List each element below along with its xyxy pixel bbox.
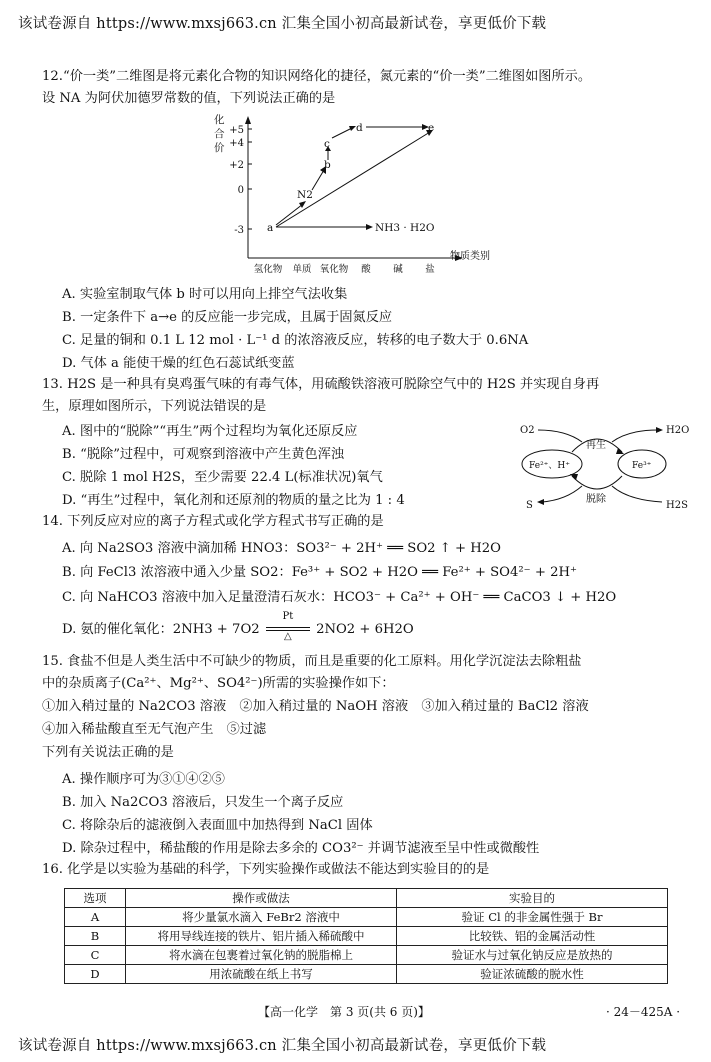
table-cell: 验证 Cl 的非金属性强于 Br <box>397 908 668 927</box>
table-cell: 验证浓硫酸的脱水性 <box>397 965 668 984</box>
table-header-row <box>65 889 668 908</box>
label-h2s: H2S <box>666 500 688 511</box>
q12-stem-line1: 12.“价一类”二维图是将元素化合物的知识网络化的捷径，氮元素的“价一类”二维图如图所示。 <box>42 69 592 84</box>
label-regen: 再生 <box>586 440 606 451</box>
x-axis-title: 物质类别 <box>450 251 490 262</box>
table-header: 选项 <box>65 889 126 908</box>
table-cell: 比较铁、铝的金属活动性 <box>397 927 668 946</box>
arrow-c-to-d <box>332 128 352 138</box>
q13-stem-line2: 生，原理如图所示，下列说法错误的是 <box>42 399 267 414</box>
y-tick-label: -3 <box>234 225 244 236</box>
table-header: 实验目的 <box>397 889 668 908</box>
y-axis-title-char: 合 <box>214 128 225 140</box>
point-label-n2: N2 <box>297 189 313 201</box>
q15-stem-line2: 中的杂质离子(Ca²⁺、Mg²⁺、SO4²⁻)所需的实验操作如下： <box>42 676 395 691</box>
table-cell: A <box>65 908 126 927</box>
source-banner-bottom: 该试卷源自 https://www.mxsj663.cn 汇集全国小初高最新试卷，享更低价下载 <box>18 1038 547 1054</box>
q15-stem-line1: 15. 食盐不但是人类生活中不可缺少的物质，而且是重要的化工原料。用化学沉淀法去除粗盐 <box>42 654 582 669</box>
q14-option-b: B. 向 FeCl3 浓溶液中通入少量 SO2：Fe³⁺ + SO2 + H2O ══ Fe²⁺ + SO4²⁻ + 2H⁺ <box>62 565 577 580</box>
x-tick-label: 碱 <box>393 264 403 275</box>
label-h2o: H2O <box>666 425 690 436</box>
y-axis-title-char: 化 <box>214 114 225 126</box>
q13-option-c: C. 脱除 1 mol H2S，至少需要 22.4 L(标准状况)氧气 <box>62 470 383 485</box>
table-header: 操作或做法 <box>126 889 397 908</box>
q12-option-d: D. 气体 a 能使干燥的红色石蕊试纸变蓝 <box>62 356 295 371</box>
q14-option-d-right: 2NO2 + 6H2O <box>316 622 414 637</box>
x-tick-label: 单质 <box>292 264 312 275</box>
y-tick-label: +5 <box>229 125 244 136</box>
point-label-b: b <box>324 159 331 171</box>
label-fe3: Fe³⁺ <box>632 461 652 471</box>
exam-code: · 24－425A · <box>606 1005 681 1019</box>
q15-ask: 下列有关说法正确的是 <box>42 745 174 760</box>
q12-option-b: B. 一定条件下 a→e 的反应能一步完成，且属于固氮反应 <box>62 310 393 325</box>
point-label-a: a <box>267 222 274 234</box>
table-cell: 用浓硫酸在纸上书写 <box>126 965 397 984</box>
x-tick-label: 氧化物 <box>319 264 349 275</box>
q14-option-d <box>62 610 414 642</box>
q16-stem: 16. 化学是以实验为基础的科学，下列实验操作或做法不能达到实验目的的是 <box>42 862 490 877</box>
arrow-a-to-n2 <box>276 204 303 225</box>
x-tick-label: 氢化物 <box>253 264 283 275</box>
q13-option-d: D. “再生”过程中，氧化剂和还原剂的物质的量之比为 1 : 4 <box>62 493 405 508</box>
q14-option-c: C. 向 NaHCO3 溶液中加入足量澄清石灰水：HCO3⁻ + Ca²⁺ + OH⁻ ══ CaCO3 ↓ + H2O <box>62 590 617 605</box>
point-label-nh3-h2o: NH3 · H2O <box>375 222 435 234</box>
page-footer: 【高一化学 第 3 页(共 6 页)】 <box>258 1005 430 1019</box>
q14-option-d-left: D. 氨的催化氧化：2NH3 + 7O2 <box>62 622 260 637</box>
table-cell: 将用导线连接的铁片、铝片插入稀硫酸中 <box>126 927 397 946</box>
point-label-d: d <box>356 122 363 134</box>
y-axis-title-char: 价 <box>214 142 225 154</box>
label-s: S <box>526 500 533 511</box>
table-cell: D <box>65 965 126 984</box>
table-row <box>65 927 668 946</box>
q15-operations-line2: ④加入稀盐酸直至无气泡产生 ⑤过滤 <box>42 722 267 737</box>
q12-option-a: A. 实验室制取气体 b 时可以用向上排空气法收集 <box>62 287 348 302</box>
y-tick-label: +2 <box>229 160 244 171</box>
point-label-e: e <box>428 122 435 134</box>
table-row <box>65 908 668 927</box>
catalyst-condition-arrow <box>266 610 310 642</box>
arrow-n2-to-b <box>312 170 324 190</box>
q15-operations-line1: ①加入稍过量的 Na2CO3 溶液 ②加入稍过量的 NaOH 溶液 ③加入稍过量的 BaCl2 溶液 <box>42 699 589 714</box>
table-cell: 将少量氯水滴入 FeBr2 溶液中 <box>126 908 397 927</box>
table-row <box>65 946 668 965</box>
point-label-c: c <box>324 138 330 150</box>
label-o2: O2 <box>520 425 535 436</box>
x-tick-label: 酸 <box>361 264 371 275</box>
table-cell: B <box>65 927 126 946</box>
label-remove: 脱除 <box>586 494 606 505</box>
q15-option-d: D. 除杂过程中，稀盐酸的作用是除去多余的 CO3²⁻ 并调节滤液至呈中性或微酸性 <box>62 841 540 856</box>
q13-option-a: A. 图中的“脱除”“再生”两个过程均为氧化还原反应 <box>62 424 358 439</box>
h2s-removal-cycle-diagram <box>516 412 696 516</box>
q12-stem-line2: 设 NA 为阿伏加德罗常数的值，下列说法正确的是 <box>42 91 336 106</box>
table-row <box>65 965 668 984</box>
q15-option-c: C. 将除杂后的滤液倒入表面皿中加热得到 NaCl 固体 <box>62 818 373 833</box>
table-cell: 将水滴在包裹着过氧化钠的脱脂棉上 <box>126 946 397 965</box>
q13-stem-line1: 13. H2S 是一种具有臭鸡蛋气味的有毒气体，用硫酸铁溶液可脱除空气中的 H2S 并实现自身再 <box>42 377 600 392</box>
y-tick-label: 0 <box>237 185 244 196</box>
y-axis-arrow <box>245 116 251 124</box>
nitrogen-valence-category-chart <box>200 112 510 282</box>
q12-option-c: C. 足量的铜和 0.1 L 12 mol · L⁻¹ d 的浓溶液反应，转移的电子数大于 0.6NA <box>62 333 529 348</box>
source-banner-top: 该试卷源自 https://www.mxsj663.cn 汇集全国小初高最新试卷，享更低价下载 <box>18 16 547 32</box>
q15-option-a: A. 操作顺序可为③①④②⑤ <box>62 772 225 787</box>
y-tick-label: +4 <box>229 138 244 149</box>
q14-stem: 14. 下列反应对应的离子方程式或化学方程式书写正确的是 <box>42 514 384 529</box>
arrow-a-to-e <box>276 132 430 227</box>
heat-symbol: △ <box>284 630 292 642</box>
remove-arc <box>572 476 622 489</box>
table-cell: 验证水与过氧化钠反应是放热的 <box>397 946 668 965</box>
q15-option-b: B. 加入 Na2CO3 溶液后，只发生一个离子反应 <box>62 795 344 810</box>
x-tick-label: 盐 <box>425 264 435 275</box>
experiment-table <box>64 888 668 984</box>
catalyst-pt: Pt <box>282 610 294 622</box>
q13-option-b: B. “脱除”过程中，可观察到溶液中产生黄色浑浊 <box>62 447 345 462</box>
label-fe2-h: Fe²⁺、H⁺ <box>529 461 571 471</box>
table-cell: C <box>65 946 126 965</box>
q14-option-a: A. 向 Na2SO3 溶液中滴加稀 HNO3：SO3²⁻ + 2H⁺ ══ SO2 ↑ + H2O <box>62 541 501 556</box>
